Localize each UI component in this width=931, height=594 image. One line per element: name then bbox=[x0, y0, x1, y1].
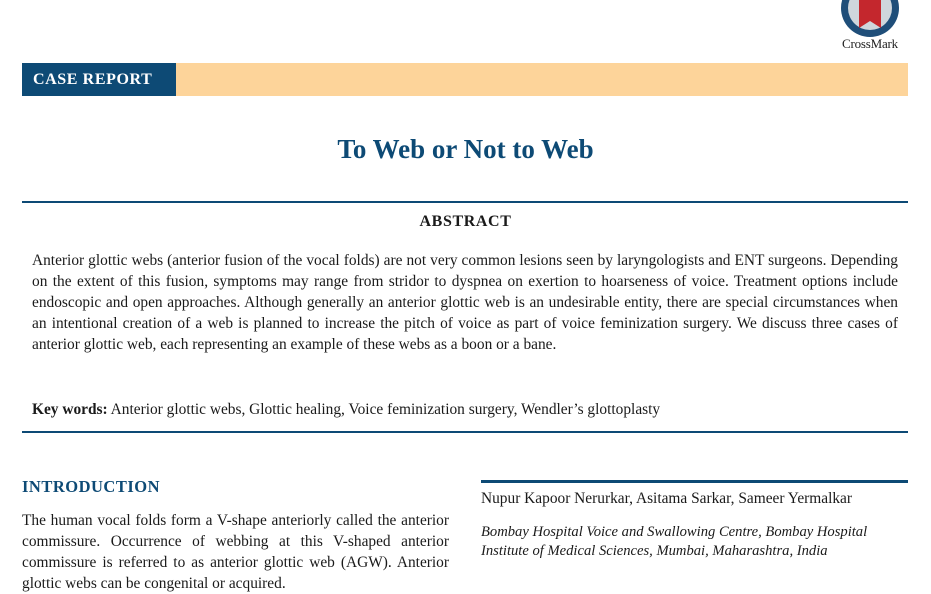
crossmark-logo-icon bbox=[838, 0, 902, 38]
author-affiliation: Bombay Hospital Voice and Swallowing Centre, Bombay Hospital Institute of Medical Sciences, Mumbai, Maharashtra, India bbox=[481, 524, 868, 559]
case-report-banner bbox=[22, 63, 908, 96]
abstract-text: Anterior glottic webs (anterior fusion of the vocal folds) are not very common lesions seen by laryngologists and ENT surgeons. Depending on the extent of this fusion, symptoms may range from stridor to dyspnea on exertion to hoarseness of voice. Treatment options include endoscopic and open approaches. Although generally an anterior glottic web is an undesirable entity, there are special circumstances when an intentional creation of a web is planned to increase the pitch of voice as part of voice feminization surgery. We discuss three cases of anterior glottic web, each representing an example of these webs as a boon or a bane. bbox=[32, 252, 898, 353]
abstract-heading: ABSTRACT bbox=[419, 213, 512, 230]
article-title: To Web or Not to Web bbox=[337, 134, 594, 164]
crossmark-logo[interactable] bbox=[832, 0, 908, 52]
keywords-list: Anterior glottic webs, Glottic healing, Voice feminization surgery, Wendler’s glottoplasty bbox=[110, 401, 661, 418]
author-names: Nupur Kapoor Nerurkar, Asitama Sarkar, Sameer Yermalkar bbox=[481, 490, 853, 507]
author-divider bbox=[481, 480, 908, 483]
keywords-label: Key words: bbox=[32, 401, 108, 418]
crossmark-label: CrossMark bbox=[842, 36, 898, 51]
article-type-label: CASE REPORT bbox=[22, 63, 176, 96]
introduction-heading: INTRODUCTION bbox=[22, 477, 161, 496]
abstract-top-divider bbox=[22, 201, 908, 203]
abstract-bottom-divider bbox=[22, 431, 908, 433]
keywords bbox=[32, 400, 898, 420]
introduction-text: The human vocal folds form a V-shape anteriorly called the anterior commissure. Occurrence of webbing at this V-shaped anterior commissure is referred to as anterior glottic web (AGW). Anterior glottic webs can be congenital or acquired. bbox=[22, 512, 449, 592]
